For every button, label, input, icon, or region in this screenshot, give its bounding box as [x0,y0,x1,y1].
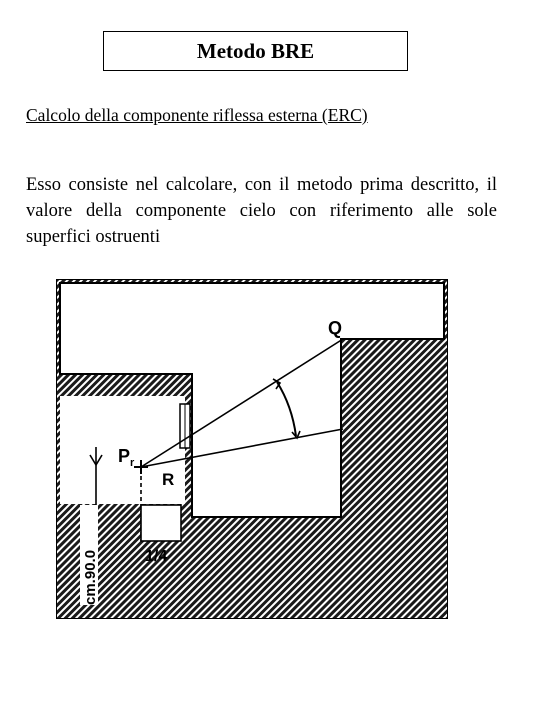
point-p-label: $P_r$ [118,446,135,469]
point-r-label: R [162,470,175,489]
page-title: Metodo BRE [103,31,408,71]
fraction-label: 1/4 [145,548,168,565]
height-label: cm.90.0 [82,549,99,605]
angle-arc [277,382,296,436]
fraction-box [141,505,181,541]
erc-diagram [56,279,448,619]
point-q-label: Q [328,318,343,338]
section-subtitle: Calcolo della componente riflessa esterna (ERC) [26,105,368,125]
description-paragraph: Esso consiste nel calcolare, con il metodo prima descritto, il valore della componente cielo con riferimento alle sole superfici ostruenti [26,175,497,247]
